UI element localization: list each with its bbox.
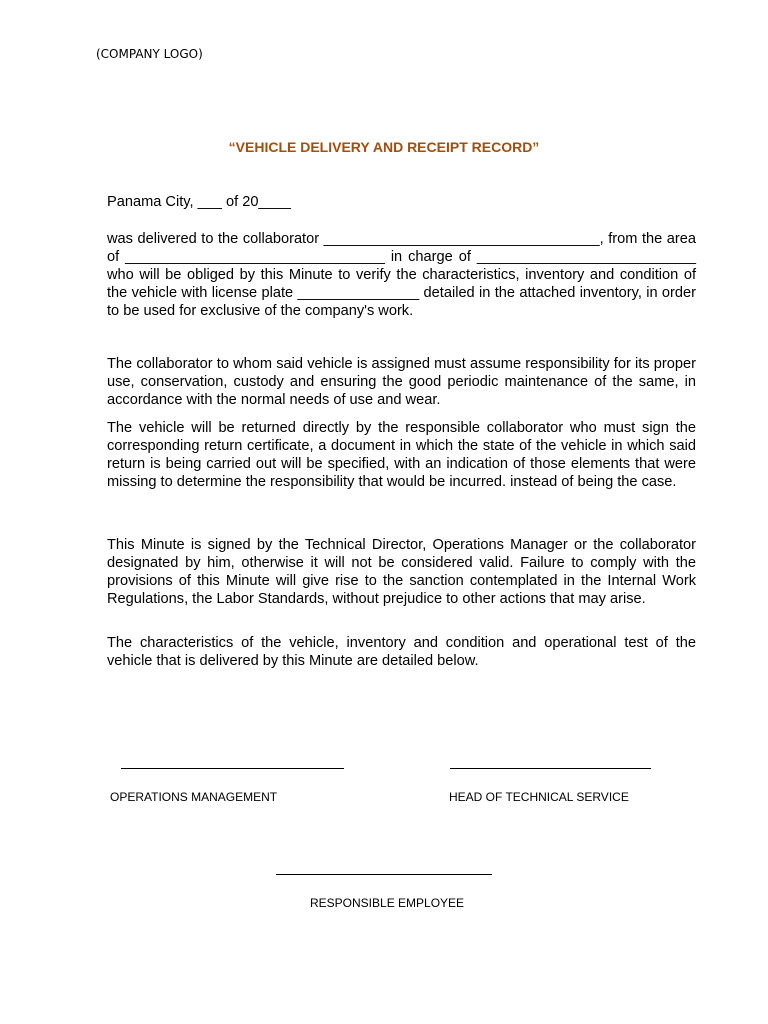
return-paragraph: The vehicle will be returned directly by the responsible collaborator who must sign the corresponding return certificate, a document in which the state of the vehicle in which said return is being carried out will be specified, with an indication of those elements that were missing to determine the responsibility that would be incurred. instead of being the case. (107, 420, 696, 490)
operations-signature-label: OPERATIONS MANAGEMENT (110, 790, 278, 804)
technical-signature-label: HEAD OF TECHNICAL SERVICE (449, 790, 629, 804)
company-logo-placeholder: (COMPANY LOGO) (96, 47, 203, 61)
dateline: Panama City, ___ of 20____ (107, 194, 291, 210)
delivery-paragraph: was delivered to the collaborator __________________________________, from the area of ________________________________ in charge of ___________________________ who will be obliged by this Minute to verify the characteristics, inventory and condition of the vehicle with license plate _______________ detailed in the attached inventory, in order to be used for exclusive of the company's work. (107, 231, 696, 319)
operations-signature-line (121, 768, 344, 769)
signing-paragraph: This Minute is signed by the Technical Director, Operations Manager or the collaborator designated by him, otherwise it will not be considered valid. Failure to comply with the provisions of this Minute will give rise to the sanction contemplated in the Internal Work Regulations, the Labor Standards, without prejudice to other actions that may arise. (107, 537, 696, 607)
document-title: “VEHICLE DELIVERY AND RECEIPT RECORD” (228, 139, 540, 155)
responsibility-paragraph: The collaborator to whom said vehicle is assigned must assume responsibility for its proper use, conservation, custody and ensuring the good periodic maintenance of the same, in accordance with the normal needs of use and wear. (107, 356, 696, 408)
employee-signature-line (276, 874, 492, 875)
details-paragraph: The characteristics of the vehicle, inventory and condition and operational test of the vehicle that is delivered by this Minute are detailed below. (107, 635, 696, 669)
employee-signature-label: RESPONSIBLE EMPLOYEE (310, 896, 465, 910)
technical-signature-line (450, 768, 651, 769)
